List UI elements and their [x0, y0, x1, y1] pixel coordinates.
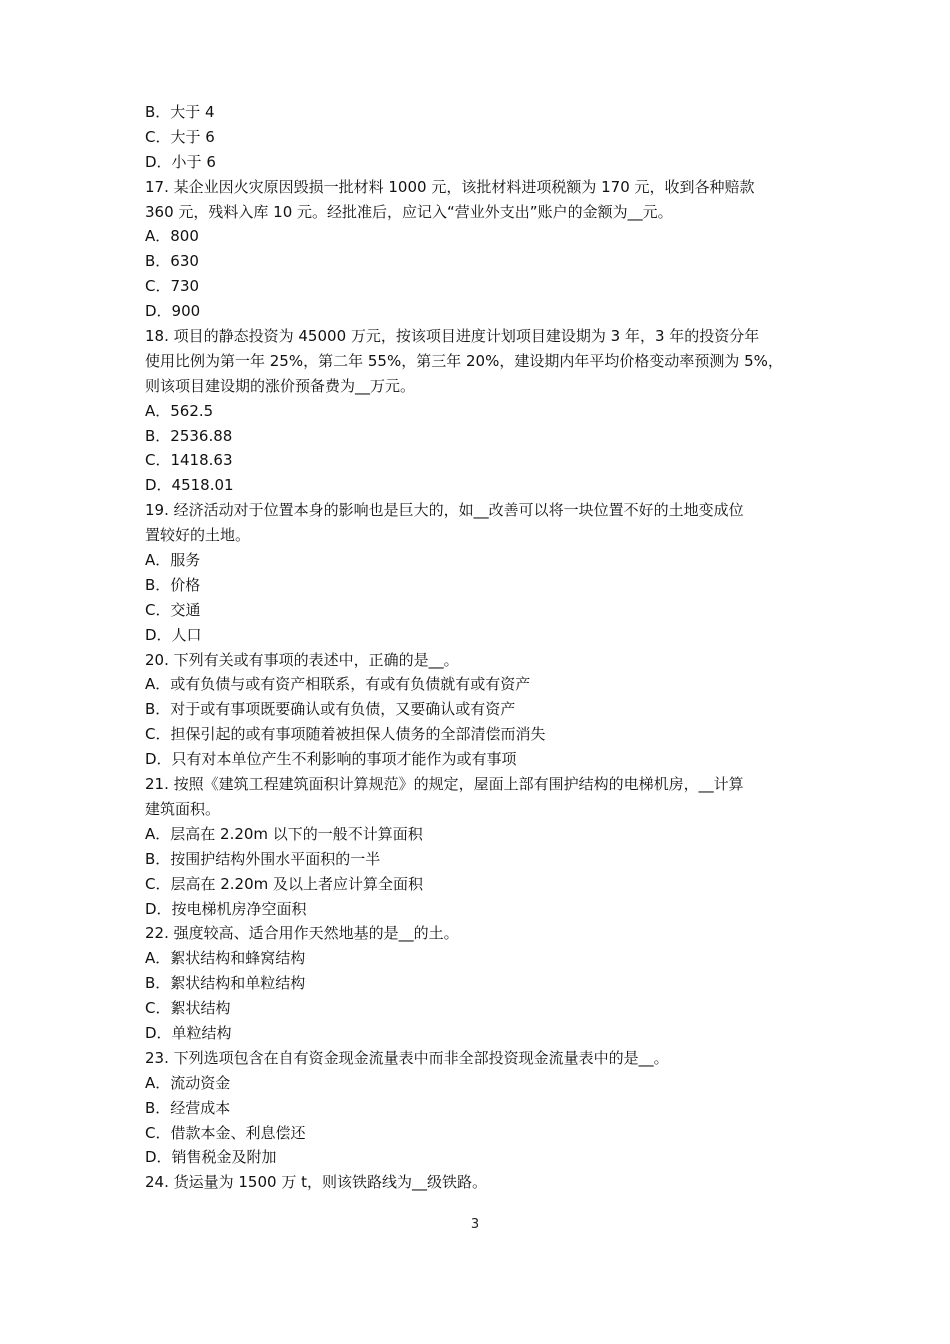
option-line: A．层高在 2.20m 以下的一般不计算面积 [145, 824, 423, 843]
text-line: 建筑面积。 [145, 799, 221, 818]
option-line: D．按电梯机房净空面积 [145, 899, 307, 918]
option-line: D．单粒结构 [145, 1023, 232, 1042]
option-line: A．服务 [145, 551, 201, 570]
option-line: B．对于或有事项既要确认或有负债，又要确认或有资产 [145, 700, 516, 719]
text-line: 置较好的土地。 [145, 526, 251, 545]
option-line: B．经营成本 [145, 1098, 231, 1117]
option-line: C．絮状结构 [145, 999, 231, 1018]
option-line: C．1418.63 [145, 451, 233, 470]
question-line: 19. 经济活动对于位置本身的影响也是巨大的，如__改善可以将一块位置不好的土地变成位 [145, 501, 744, 520]
question-line: 18. 项目的静态投资为 45000 万元，按该项目进度计划项目建设期为 3 年，3 年的投资分年 [145, 327, 760, 346]
option-line: C．交通 [145, 600, 201, 619]
question-line: 22. 强度较高、适合用作天然地基的是__的土。 [145, 924, 459, 943]
option-line: B．大于 4 [145, 103, 215, 121]
option-line: C．层高在 2.20m 及以上者应计算全面积 [145, 874, 424, 893]
option-line: C．大于 6 [145, 127, 215, 146]
option-line: B．630 [145, 252, 199, 271]
option-line: D．小于 6 [145, 152, 216, 171]
option-line: C．730 [145, 277, 200, 296]
option-line: D．4518.01 [145, 476, 234, 495]
option-line: A．562.5 [145, 401, 214, 420]
option-line: A．800 [145, 227, 199, 246]
text-line: 使用比例为第一年 25%，第二年 55%，第三年 20%，建设期内年平均价格变动率预测为 5%， [145, 351, 783, 370]
document-body [145, 100, 813, 1195]
option-line: B．价格 [145, 575, 201, 594]
text-line: 则该项目建设期的涨价预备费为__万元。 [145, 376, 416, 395]
question-line: 23. 下列选项包含在自有资金现金流量表中而非全部投资现金流量表中的是__。 [145, 1048, 669, 1067]
option-line: D．销售税金及附加 [145, 1148, 277, 1167]
option-line: A．絮状结构和蜂窝结构 [145, 949, 306, 968]
question-line: 21. 按照《建筑工程建筑面积计算规范》的规定，屋面上部有围护结构的电梯机房，__计算 [145, 775, 744, 794]
question-line: 24. 货运量为 1500 万 t，则该铁路线为__级铁路。 [145, 1173, 487, 1192]
option-line: B．按围护结构外围水平面积的一半 [145, 849, 381, 868]
option-line: B．2536.88 [145, 426, 233, 445]
question-line: 20. 下列有关或有事项的表述中，正确的是__。 [145, 650, 459, 669]
option-line: D．只有对本单位产生不利影响的事项才能作为或有事项 [145, 750, 517, 769]
option-line: A．流动资金 [145, 1073, 231, 1092]
text-line: 360 元，残料入库 10 元。经批准后，应记入“营业外支出”账户的金额为__元。 [145, 202, 673, 221]
option-line: C．担保引起的或有事项随着被担保人债务的全部清偿而消失 [145, 725, 546, 744]
option-line: C．借款本金、利息偿还 [145, 1123, 306, 1142]
option-line: A．或有负债与或有资产相联系，有或有负债就有或有资产 [145, 675, 531, 694]
option-line: D．人口 [145, 625, 202, 644]
page-number: 3 [470, 1217, 480, 1232]
option-line: D．900 [145, 302, 201, 321]
option-line: B．絮状结构和单粒结构 [145, 974, 306, 993]
question-line: 17. 某企业因火灾原因毁损一批材料 1000 元，该批材料进项税额为 170 元，收到各种赔款 [145, 177, 755, 196]
